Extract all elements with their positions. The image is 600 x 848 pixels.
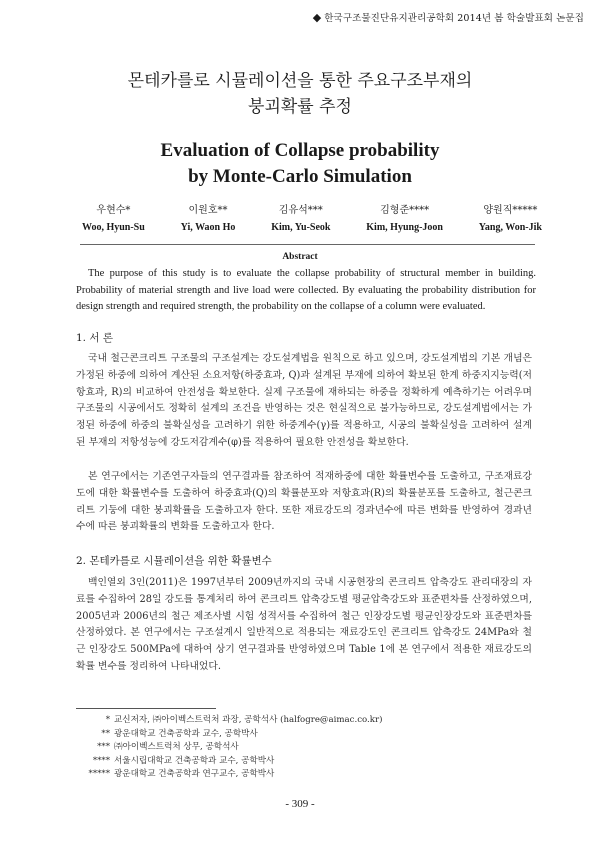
author-4 (366, 202, 443, 236)
running-header-text: 한국구조물진단유지관리공학회 2014년 봄 학술발표회 논문집 (324, 13, 584, 24)
author-5-korean-name: 양원직***** (483, 205, 538, 216)
author-2 (181, 202, 236, 236)
section-2-paragraph-1: 백인열외 3인(2011)은 1997년부터 2009년까지의 국내 시공현장의 콘크리트 압축강도 관리대장의 자료를 수집하여 28일 강도를 통계처리 하여 콘크리트 압축강도별 평균압축강도와 표준편차를 산정하였으며, 2005년과 2006년의 철근 제조사별 시험 성적서를 수집하여 철근 인장강도별 평균인장강도와 표준편차를 산정하였다. 본 연구에서는 구조설계시 일반적으로 적용되는 재료강도인 콘크리트 압축강도 24MPa와 철근 인장강도 500MPa에 대하여 상기 연구결과를 반영하였으며 Table 1에 본 연구에서 적용한 재료강도의 확률 변수를 정리하여 나타내었다. (76, 577, 532, 672)
author-2-korean-name: 이원호** (188, 205, 228, 216)
footnote-4 (82, 755, 522, 769)
footnote-1-text: 교신저자, ㈜아이벡스트럭처 과장, 공학석사 (halfogre@aimac.co.kr) (114, 715, 383, 725)
footnote-2-mark: ** (101, 728, 110, 739)
page-number: - 309 - (285, 798, 315, 810)
author-4-english-name: Kim, Hyung-Joon (366, 222, 443, 233)
footnote-5-text: 광운대학교 건축공학과 연구교수, 공학박사 (114, 769, 275, 780)
footnote-divider (76, 708, 216, 709)
footnote-1 (82, 714, 522, 728)
korean-title (0, 68, 600, 120)
footnote-2 (82, 728, 522, 742)
english-title-line-1: Evaluation of Collapse probability (160, 140, 440, 161)
section-2-heading: 2. 몬테카를로 시뮬레이션을 위한 확률변수 (76, 555, 272, 567)
korean-title-line-1: 몬테카를로 시뮬레이션을 통한 주요구조부재의 (127, 71, 473, 91)
footnote-4-text: 서울시립대학교 건축공학과 교수, 공학박사 (114, 755, 275, 766)
author-5-english-name: Yang, Won-Jik (478, 222, 542, 233)
footnote-1-mark: * (105, 715, 110, 725)
footnote-3-text: ㈜아이벡스트럭처 상무, 공학석사 (114, 742, 239, 753)
author-1-korean-name: 우현수* (96, 205, 131, 216)
author-4-korean-name: 김형준**** (380, 205, 430, 216)
section-1-paragraph-2: 본 연구에서는 기존연구자들의 연구결과를 참조하여 적재하중에 대한 확률변수를 도출하고, 구조재료강도에 대한 확률변수를 도출하여 하중효과(Q)의 확률분포와 저항효과(R)의 확률분포를 도출하고, 철근콘크리트 기둥에 대한 붕괴확률을 도출하고자 한다. 또한 재료강도의 경과년수에 따른 변화를 반영하여 경과년수에 따른 붕괴확률의 변화를 도출하고자 한다. (76, 471, 532, 533)
author-3-korean-name: 김유석*** (278, 205, 323, 216)
author-1 (82, 202, 145, 236)
diamond-bullet-icon: ◆ (312, 10, 322, 24)
section-1-heading: 1. 서 론 (76, 332, 113, 344)
abstract-divider (80, 244, 535, 245)
author-2-english-name: Yi, Waon Ho (180, 222, 236, 233)
author-5 (479, 202, 542, 236)
author-list (82, 202, 542, 236)
footnote-3-mark: *** (97, 742, 110, 753)
english-title-line-2: by Monte-Carlo Simulation (188, 166, 412, 187)
korean-title-line-2: 붕괴확률 추정 (248, 97, 352, 117)
footnote-2-text: 광운대학교 건축공학과 교수, 공학박사 (114, 728, 258, 739)
author-3-english-name: Kim, Yu-Seok (271, 222, 331, 233)
abstract-heading: Abstract (282, 252, 318, 262)
english-title (0, 138, 600, 190)
author-3 (271, 202, 330, 236)
footnote-4-mark: **** (92, 755, 110, 766)
abstract-text: The purpose of this study is to evaluate the collapse probability of structural member in building. Probability of material strength and live load were collected. By evaluating the probability distribution for design strength and required strength, the probability on the collapse of a column were evaluated. (76, 268, 536, 312)
running-header (313, 10, 584, 24)
footnote-5-mark: ***** (88, 769, 110, 780)
section-1-paragraph-1: 국내 철근콘크리트 구조물의 구조설계는 강도설계법을 원칙으로 하고 있으며, 강도설계법의 기본 개념은 가정된 하중에 의하여 계산된 소요저항(하중효과, Q)과 설계된 부재에 의하여 확보된 한계 하중지지능력(저항효과, R)의 비교하여 안전성을 확보한다. 실제 구조물에 재하되는 하중을 정확하게 예측하기는 어려우며 구조물의 시공에서도 정확히 설계의 조건을 반영하는 것은 현실적으로 불가능하므로, 강도설계법에서는 가정된 하중에 하중의 불확실성을 고려하기 위한 하중계수(γ)를 적용하고, 시공의 불확실성을 고려하여 설계된 부재의 저항성능에 강도저감계수(φ)를 적용하여 필요한 안전성을 확보한다. (76, 353, 532, 448)
author-1-english-name: Woo, Hyun-Su (82, 222, 145, 233)
footnote-3 (82, 741, 522, 755)
footnote-5 (82, 768, 522, 782)
footnotes (82, 714, 522, 782)
